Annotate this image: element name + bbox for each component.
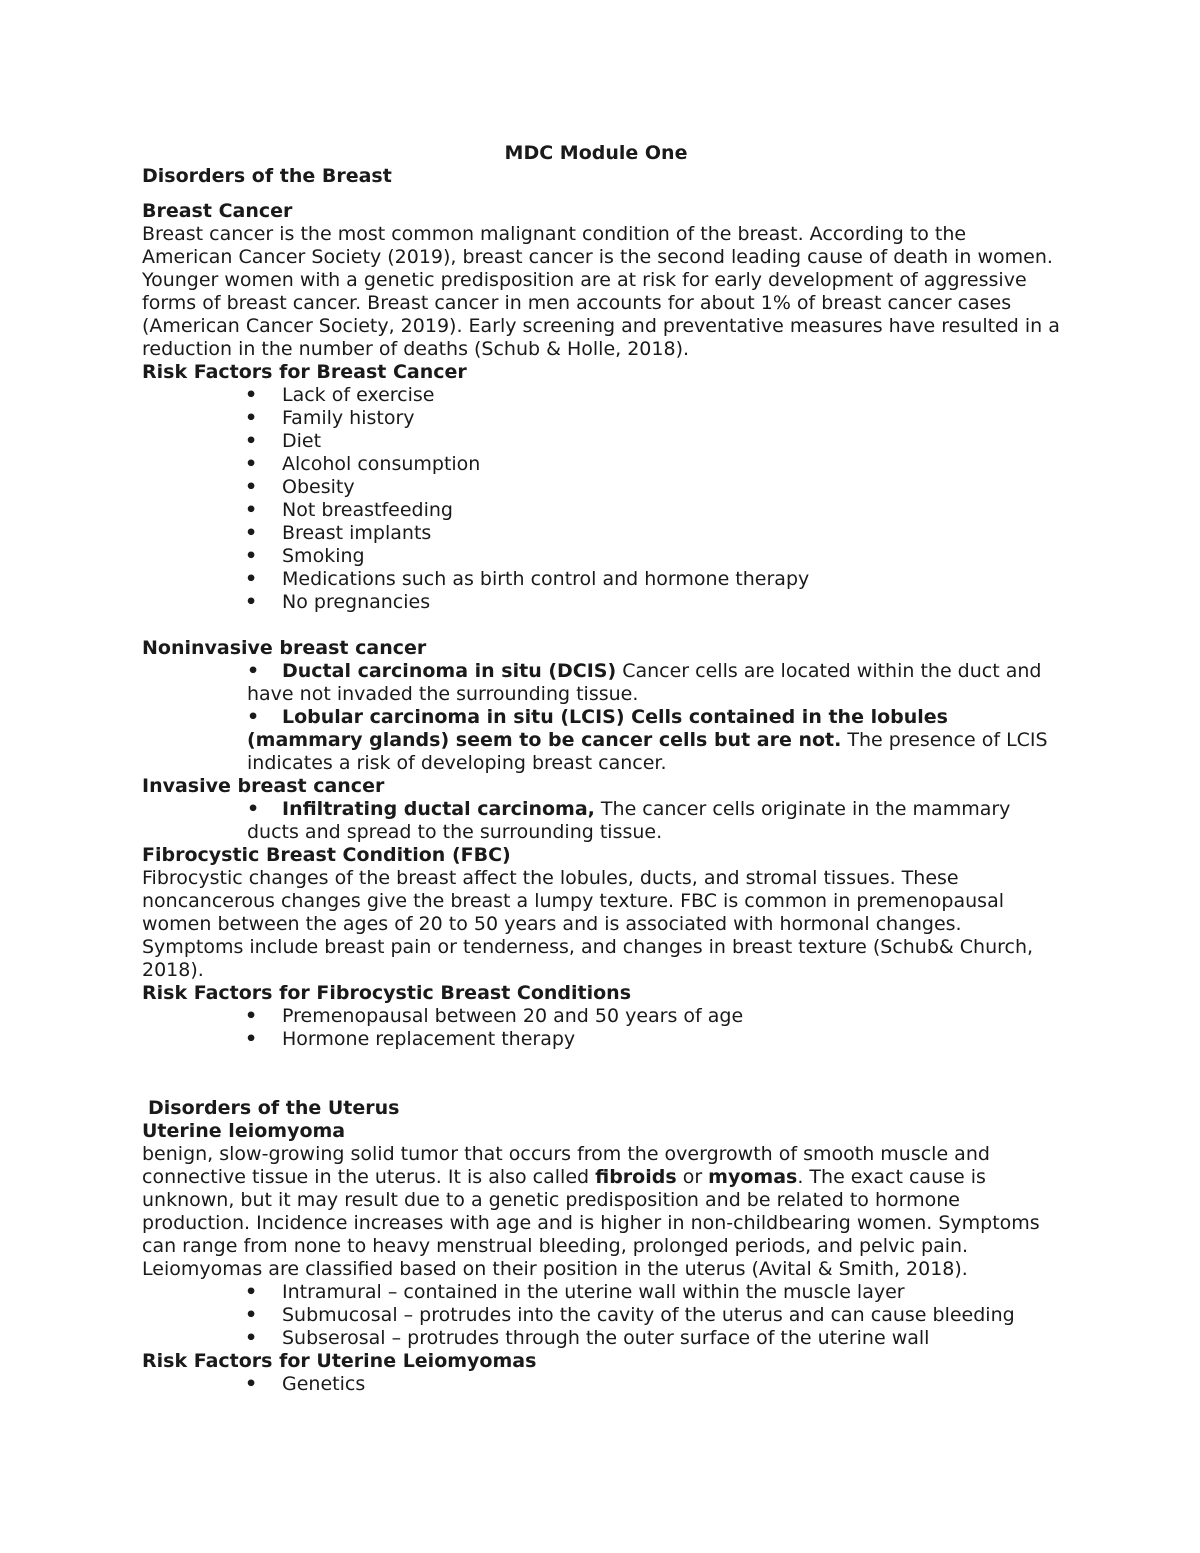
list-item: • Not breastfeeding — [142, 499, 1062, 522]
list-risk-fbc — [142, 1005, 1062, 1051]
text-idc: The cancer cells originate in the mammary ducts and spread to the surrounding tissue. — [247, 798, 1011, 843]
section-heading-uterus: Disorders of the Uterus — [148, 1097, 400, 1119]
text-leio-1: benign, slow-growing solid tumor that occurs from the overgrowth of smooth muscle and connective tissue in the uterus. It is also called — [142, 1143, 990, 1188]
list-item: • Obesity — [142, 476, 1062, 499]
heading-fbc: Fibrocystic Breast Condition (FBC) — [142, 844, 511, 866]
text-dcis: Cancer cells are located within the duct and have not invaded the surrounding tissue. — [247, 660, 1042, 705]
list-item: • Breast implants — [142, 522, 1062, 545]
list-item: • Family history — [142, 407, 1062, 430]
list-item: • Alcohol consumption — [142, 453, 1062, 476]
page-title: MDC Module One — [504, 142, 688, 164]
list-item: • Medications such as birth control and hormone therapy — [142, 568, 1062, 591]
list-item-dcis — [142, 660, 1062, 706]
list-risk-breast-cancer — [142, 384, 1062, 614]
paragraph-fbc: Fibrocystic changes of the breast affect the lobules, ducts, and stromal tissues. These noncancerous changes give the breast a lumpy texture. FBC is common in premenopausal women between the ages of 20 to 50 years and is associated with hormonal changes. Symptoms include breast pain or tenderness, and changes in breast texture (Schub& Church, 2018). — [142, 867, 1034, 981]
document-body — [142, 142, 1062, 1396]
list-item: • Intramural – contained in the uterine wall within the muscle layer — [142, 1281, 1062, 1304]
list-leiomyoma-types — [142, 1281, 1062, 1350]
bullet-icon: • — [247, 798, 260, 820]
list-item: • Submucosal – protrudes into the cavity of the uterus and can cause bleeding — [142, 1304, 1062, 1327]
heading-risk-leiomyoma: Risk Factors for Uterine Leiomyomas — [142, 1350, 537, 1372]
bullet-icon: • — [247, 660, 260, 682]
list-item: • Premenopausal between 20 and 50 years of age — [142, 1005, 1062, 1028]
list-item: • Genetics — [142, 1373, 1062, 1396]
heading-risk-fbc: Risk Factors for Fibrocystic Breast Conditions — [142, 982, 632, 1004]
term-myomas: myomas — [708, 1166, 798, 1188]
list-item-lcis — [142, 706, 1062, 775]
list-item: • Lack of exercise — [142, 384, 1062, 407]
term-idc: Infiltrating ductal carcinoma, — [282, 798, 595, 820]
paragraph-breast-cancer: Breast cancer is the most common malignant condition of the breast. According to the American Cancer Society (2019), breast cancer is the second leading cause of death in women. Younger women with a genetic predisposition are at risk for early development of aggressive forms of breast cancer. Breast cancer in men accounts for about 1% of breast cancer cases (American Cancer Society, 2019). Early screening and preventative measures have resulted in a reduction in the number of deaths (Schub & Holle, 2018). — [142, 223, 1060, 360]
heading-breast-cancer: Breast Cancer — [142, 200, 293, 222]
bullet-icon: • — [247, 706, 260, 728]
text-leio-3: . The exact cause is unknown, but it may result due to a genetic predisposition and be related to hormone production. Incidence increases with age and is higher in non-childbearing women. Symptoms can range from none to heavy menstrual bleeding, prolonged periods, and pelvic pain. Leiomyomas are classified based on their position in the uterus (Avital & Smith, 2018). — [142, 1166, 1040, 1280]
term-lcis: Lobular carcinoma in situ (LCIS) Cells contained in the lobules (mammary glands) seem to be cancer cells but are not. — [247, 706, 948, 751]
list-item-idc — [142, 798, 1062, 844]
heading-leiomyoma: Uterine leiomyoma — [142, 1120, 346, 1142]
text-leio-2: or — [676, 1166, 709, 1188]
list-item: • Diet — [142, 430, 1062, 453]
list-item: • Hormone replacement therapy — [142, 1028, 1062, 1051]
section-heading-breast: Disorders of the Breast — [142, 165, 392, 187]
list-risk-leiomyoma — [142, 1373, 1062, 1396]
text-lcis: The presence of LCIS indicates a risk of developing breast cancer. — [247, 729, 1048, 774]
heading-invasive: Invasive breast cancer — [142, 775, 385, 797]
heading-noninvasive: Noninvasive breast cancer — [142, 637, 427, 659]
heading-risk-breast-cancer: Risk Factors for Breast Cancer — [142, 361, 467, 383]
term-fibroids: fibroids — [595, 1166, 677, 1188]
list-item: • No pregnancies — [142, 591, 1062, 614]
list-item: • Smoking — [142, 545, 1062, 568]
term-dcis: Ductal carcinoma in situ (DCIS) — [282, 660, 617, 682]
paragraph-leiomyoma — [142, 1143, 1062, 1281]
list-item: • Subserosal – protrudes through the outer surface of the uterine wall — [142, 1327, 1062, 1350]
